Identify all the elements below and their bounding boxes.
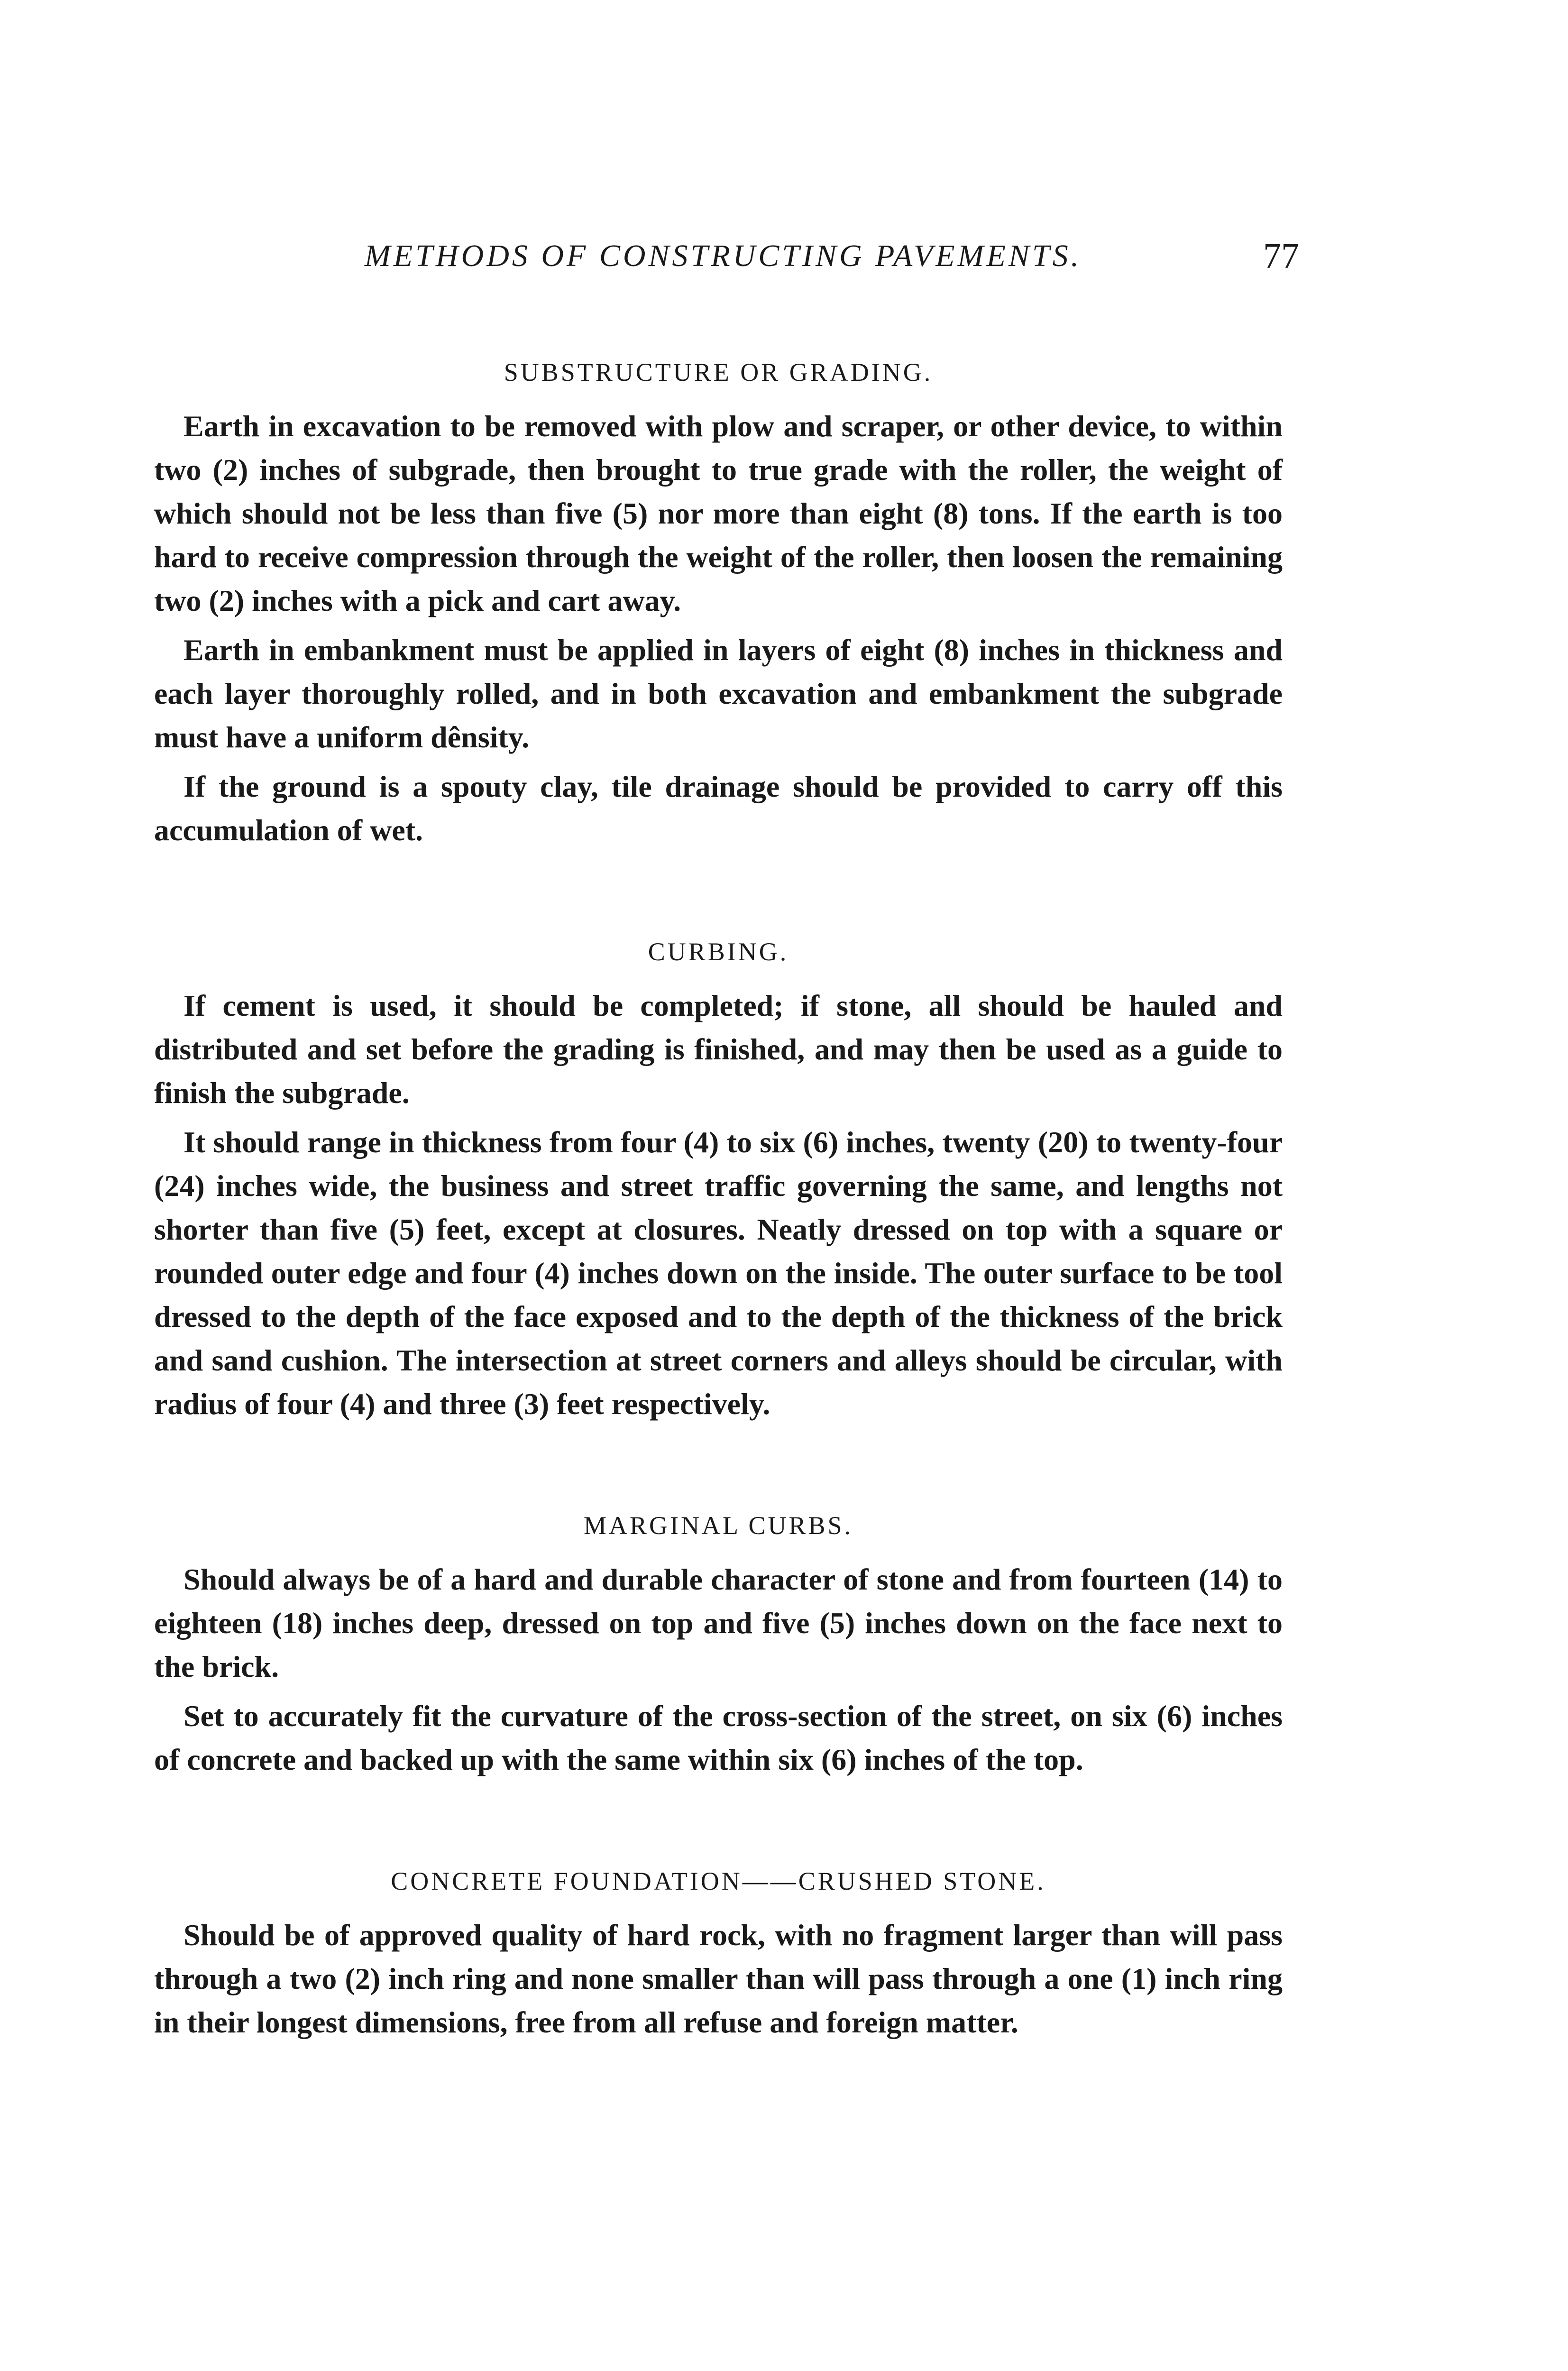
paragraph: Set to accurately fit the curvature of the cross-section of the street, on six (6) inches of concrete and backed up with the same within six (6) inches of the top. bbox=[154, 1699, 1283, 1776]
section-heading-marginal-curbs: MARGINAL CURBS. bbox=[583, 1511, 853, 1540]
paragraph: If the ground is a spouty clay, tile drainage should be provided to carry off this accumulation of wet. bbox=[154, 770, 1283, 847]
page-number: 77 bbox=[1263, 236, 1299, 276]
paragraph: Should be of approved quality of hard rock, with no fragment larger than will pass through a two (2) inch ring and none smaller than will pass through a one (1) inch ring in their longest dimensions, free from all refuse and foreign matter. bbox=[154, 1918, 1283, 2039]
running-head bbox=[156, 235, 1299, 292]
section-heading-concrete-foundation: CONCRETE FOUNDATION——CRUSHED STONE. bbox=[391, 1867, 1046, 1895]
running-title: METHODS OF CONSTRUCTING PAVEMENTS. bbox=[364, 239, 1082, 273]
paragraph: Earth in excavation to be removed with plow and scraper, or other device, to within two (2) inches of subgrade, then brought to true grade with the roller, the weight of which should not be less than five (5) nor more than eight (8) tons. If the earth is too hard to receive compression through the weight of the roller, then loosen the remaining two (2) inches with a pick and cart away. bbox=[154, 409, 1283, 617]
paragraph: It should range in thickness from four (4) to six (6) inches, twenty (20) to twenty-four (24) inches wide, the business and street traffic governing the same, and lengths not shorter than five (5) feet, except at closures. Neatly dressed on top with a square or rounded outer edge and four (4) inches down on the inside. The outer surface to be tool dressed to the depth of the face exposed and to the depth of the thickness of the brick and sand cushion. The intersection at street corners and alleys should be circular, with radius of four (4) and three (3) feet respectively. bbox=[154, 1125, 1283, 1421]
paragraph: If cement is used, it should be completed; if stone, all should be hauled and distributed and set before the grading is finished, and may then be used as a guide to finish the subgrade. bbox=[154, 989, 1283, 1110]
page-content bbox=[154, 353, 1283, 2044]
section-heading-curbing: CURBING. bbox=[648, 937, 789, 966]
section-heading-substructure: SUBSTRUCTURE OR GRADING. bbox=[504, 358, 933, 386]
paragraph: Should always be of a hard and durable character of stone and from fourteen (14) to eighteen (18) inches deep, dressed on top and five (5) inches down on the face next to the brick. bbox=[154, 1562, 1283, 1683]
paragraph: Earth in embankment must be applied in layers of eight (8) inches in thickness and each layer thoroughly rolled, and in both excavation and embankment the subgrade must have a uniform dênsity. bbox=[154, 633, 1283, 754]
